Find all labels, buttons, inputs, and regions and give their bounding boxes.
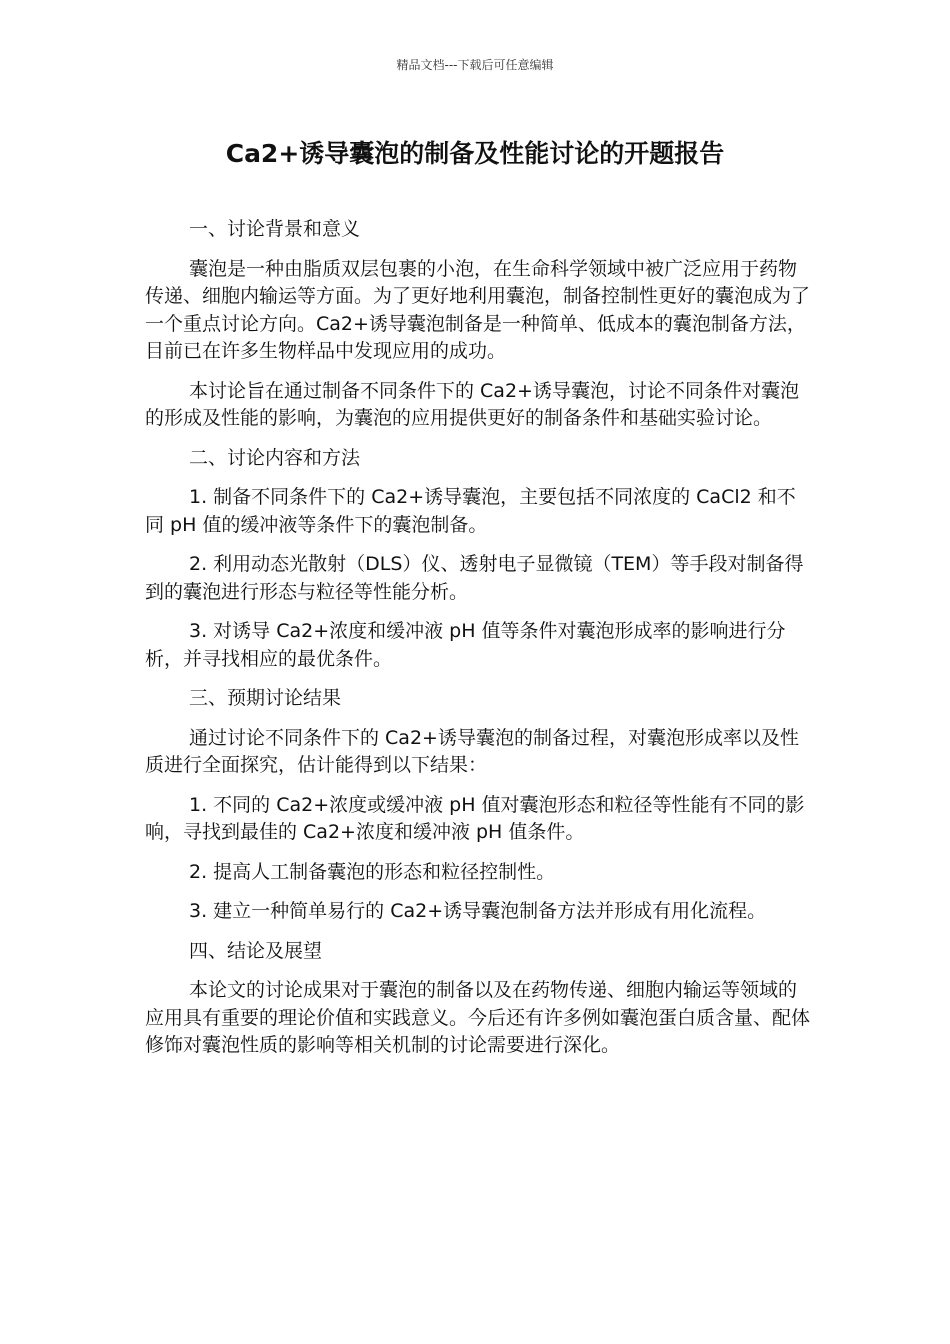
document-body <box>145 216 810 1072</box>
document-title: Ca2+诱导囊泡的制备及性能讨论的开题报告 <box>225 139 725 168</box>
paragraph-results-1: 1. 不同的 Ca2+浓度或缓冲液 pH 值对囊泡形态和粒径等性能有不同的影响，寻找到最佳的 Ca2+浓度和缓冲液 pH 值条件。 <box>145 793 805 843</box>
paragraph-results-intro: 通过讨论不同条件下的 Ca2+诱导囊泡的制备过程，对囊泡形成率以及性质进行全面探究，估计能得到以下结果： <box>145 726 799 776</box>
section-heading-methods: 二、讨论内容和方法 <box>189 446 361 469</box>
paragraph-background-2: 本讨论旨在通过制备不同条件下的 Ca2+诱导囊泡，讨论不同条件对囊泡的形成及性能的影响，为囊泡的应用提供更好的制备条件和基础实验讨论。 <box>145 379 799 429</box>
paragraph-results-3: 3. 建立一种简单易行的 Ca2+诱导囊泡制备方法并形成有用化流程。 <box>189 900 767 922</box>
paragraph-methods-2: 2. 利用动态光散射（DLS）仪、透射电子显微镜（TEM）等手段对制备得到的囊泡进行形态与粒径等性能分析。 <box>145 553 804 603</box>
section-heading-conclusion: 四、结论及展望 <box>189 939 323 962</box>
paragraph-methods-3: 3. 对诱导 Ca2+浓度和缓冲液 pH 值等条件对囊泡形成率的影响进行分析，并寻找相应的最优条件。 <box>145 620 786 670</box>
paragraph-methods-1: 1. 制备不同条件下的 Ca2+诱导囊泡，主要包括不同浓度的 CaCl2 和不同 pH 值的缓冲液等条件下的囊泡制备。 <box>145 486 796 536</box>
section-heading-expected-results: 三、预期讨论结果 <box>189 687 342 709</box>
section-heading-background: 一、讨论背景和意义 <box>189 218 361 240</box>
paragraph-results-2: 2. 提高人工制备囊泡的形态和粒径控制性。 <box>189 860 556 883</box>
paragraph-background-1: 囊泡是一种由脂质双层包裹的小泡，在生命科学领域中被广泛应用于药物传递、细胞内输运等方面。为了更好地利用囊泡，制备控制性更好的囊泡成为了一个重点讨论方向。Ca2+诱导囊泡制备是一种简单、低成本的囊泡制备方法，目前已在许多生物样品中发现应用的成功。 <box>145 257 811 362</box>
paragraph-conclusion-1: 本论文的讨论成果对于囊泡的制备以及在药物传递、细胞内输运等领域的应用具有重要的理论价值和实践意义。今后还有许多例如囊泡蛋白质含量、配体修饰对囊泡性质的影响等相关机制的讨论需要进行深化。 <box>145 979 811 1056</box>
header-note: 精品文档---下载后可任意编辑 <box>396 58 554 72</box>
